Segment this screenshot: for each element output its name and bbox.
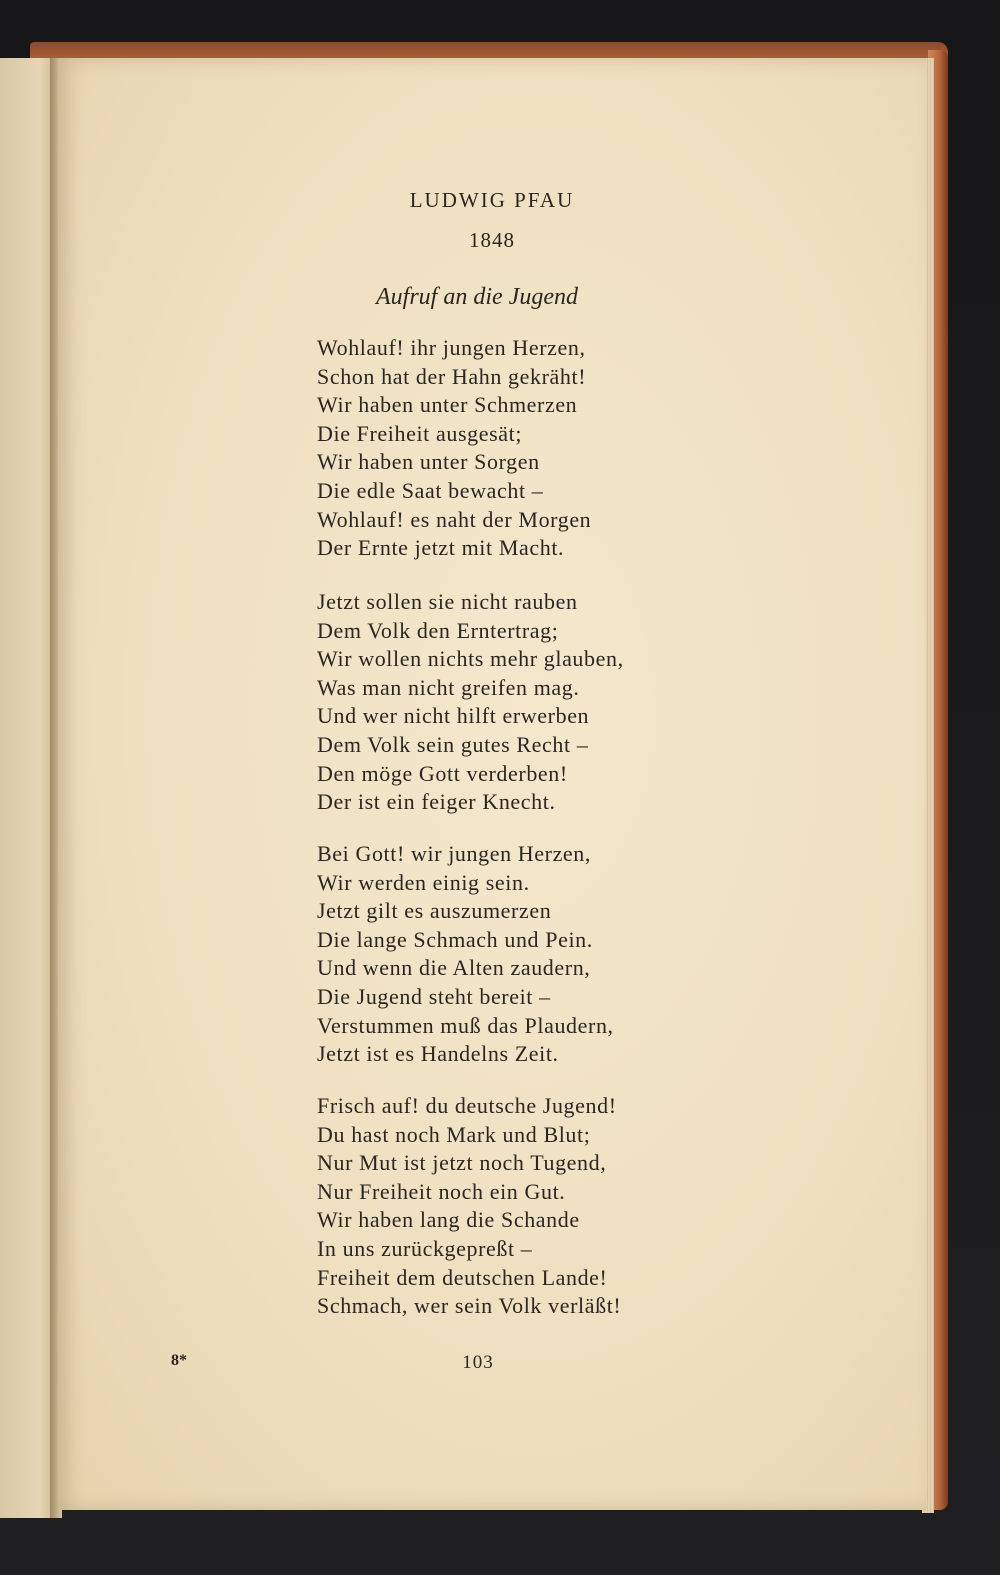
poem-line: Der ist ein feiger Knecht. bbox=[317, 789, 556, 815]
stanza-3 bbox=[317, 840, 737, 1069]
poem-line: Frisch auf! du deutsche Jugend! bbox=[317, 1093, 617, 1118]
poem-line: Was man nicht greifen mag. bbox=[317, 674, 580, 700]
poem-line: Wir wollen nichts mehr glauben, bbox=[317, 646, 624, 672]
stanza-2 bbox=[317, 588, 737, 817]
poem-line: Wohlauf! ihr jungen Herzen, bbox=[317, 335, 586, 360]
poem-line: Wir haben unter Schmerzen bbox=[317, 392, 578, 418]
signature-mark: 8* bbox=[171, 1352, 187, 1369]
author-name: LUDWIG PFAU bbox=[409, 188, 575, 212]
poem-line: In uns zurückgepreßt – bbox=[317, 1235, 533, 1261]
poem-title: Aufruf an die Jugend bbox=[376, 284, 578, 310]
poem-line: Freiheit dem deutschen Lande! bbox=[317, 1264, 608, 1290]
poem-line: Wir haben unter Sorgen bbox=[317, 449, 540, 475]
poem-line: Die Freiheit ausgesät; bbox=[317, 420, 523, 446]
poem-line: Wir haben lang die Schande bbox=[317, 1207, 580, 1233]
page-text bbox=[58, 58, 926, 1510]
stanza-4 bbox=[317, 1092, 737, 1321]
stanza-1 bbox=[317, 334, 737, 563]
poem-line: Nur Freiheit noch ein Gut. bbox=[317, 1178, 566, 1204]
poem-line: Verstummen muß das Plaudern, bbox=[317, 1012, 614, 1038]
poem-line: Und wer nicht hilft erwerben bbox=[317, 703, 590, 729]
poem-line: Bei Gott! wir jungen Herzen, bbox=[317, 841, 591, 866]
poem-line: Den möge Gott verderben! bbox=[317, 760, 568, 786]
poem-line: Dem Volk sein gutes Recht – bbox=[317, 731, 589, 757]
poem-line: Jetzt ist es Handelns Zeit. bbox=[317, 1041, 559, 1067]
poem-line: Schmach, wer sein Volk verläßt! bbox=[317, 1293, 622, 1319]
poem-line: Jetzt sollen sie nicht rauben bbox=[317, 589, 578, 614]
poem-line: Die lange Schmach und Pein. bbox=[317, 926, 593, 952]
poem-line: Die edle Saat bewacht – bbox=[317, 477, 544, 503]
poem-line: Die Jugend steht bereit – bbox=[317, 983, 551, 1009]
poem-line: Du hast noch Mark und Blut; bbox=[317, 1121, 591, 1147]
page-number: 103 bbox=[462, 1352, 494, 1373]
poem-line: Jetzt gilt es auszumerzen bbox=[317, 898, 552, 924]
poem-line: Nur Mut ist jetzt noch Tugend, bbox=[317, 1150, 607, 1176]
poem-line: Dem Volk den Erntertrag; bbox=[317, 617, 559, 643]
book-page bbox=[58, 58, 926, 1510]
poem-line: Wohlauf! es naht der Morgen bbox=[317, 506, 592, 532]
poem-year: 1848 bbox=[469, 228, 515, 252]
poem-line: Wir werden einig sein. bbox=[317, 869, 530, 895]
poem-line: Und wenn die Alten zaudern, bbox=[317, 955, 591, 981]
poem-line: Schon hat der Hahn gekräht! bbox=[317, 363, 587, 389]
poem-line: Der Ernte jetzt mit Macht. bbox=[317, 535, 565, 561]
